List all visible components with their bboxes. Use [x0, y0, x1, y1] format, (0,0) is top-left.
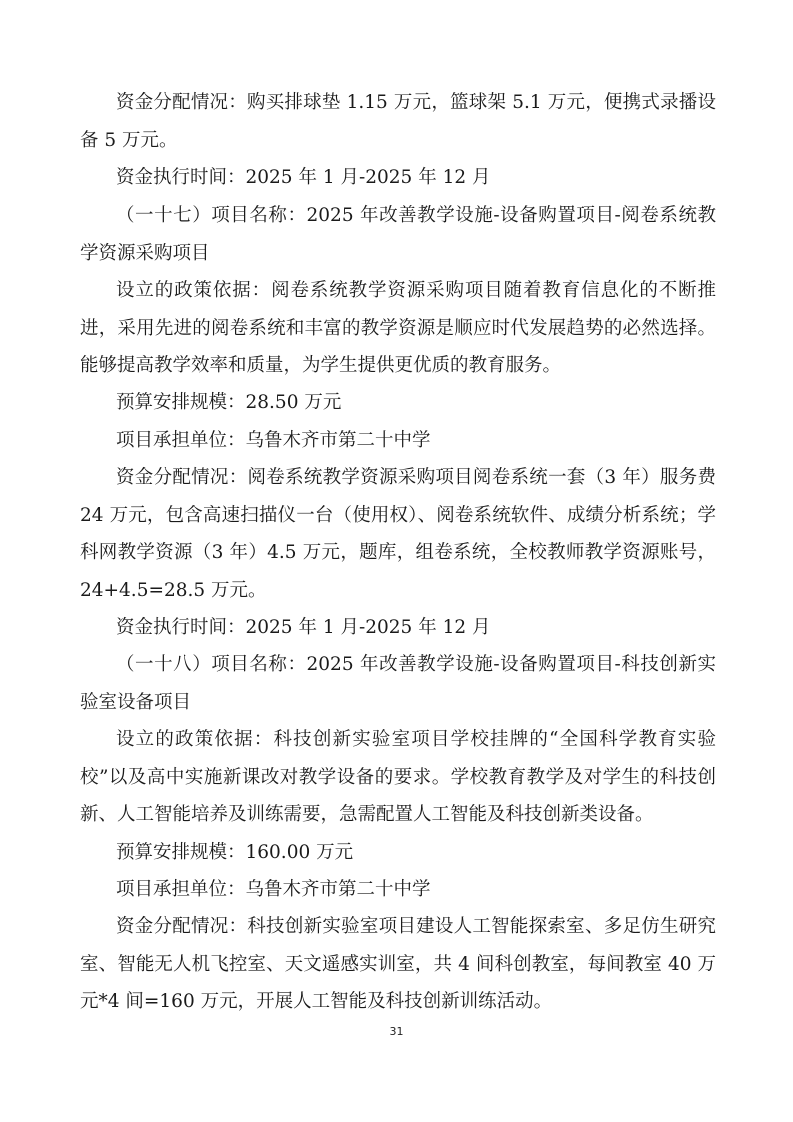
paragraph-project-18-budget: 预算安排规模：160.00 万元	[116, 842, 354, 863]
paragraph-execution-time-1: 资金执行时间：2025 年 1 月-2025 年 12 月	[116, 167, 491, 188]
paragraph-project-17-budget: 预算安排规模：28.50 万元	[116, 392, 342, 413]
paragraph-project-18-unit: 项目承担单位：乌鲁木齐市第二十中学	[116, 879, 431, 900]
paragraph-project-18-title: （一十八）项目名称：2025 年改善教学设施-设备购置项目-科技创新实验室设备项目	[80, 654, 716, 713]
paragraph-fund-allocation-sports: 资金分配情况：购买排球垫 1.15 万元，篮球架 5.1 万元，便携式录播设备 5 万元。	[80, 92, 716, 151]
paragraph-execution-time-2: 资金执行时间：2025 年 1 月-2025 年 12 月	[116, 617, 491, 638]
page-number: 31	[389, 1025, 404, 1038]
paragraph-project-18-policy: 设立的政策依据：科技创新实验室项目学校挂牌的“全国科学教育实验校”以及高中实施新课改对教学设备的要求。学校教育教学及对学生的科技创新、人工智能培养及训练需要，急需配置人工智能及科技创新类设备。	[80, 729, 716, 825]
paragraph-project-17-allocation: 资金分配情况：阅卷系统教学资源采购项目阅卷系统一套（3 年）服务费 24 万元，包含高速扫描仪一台（使用权）、阅卷系统软件、成绩分析系统；学科网教学资源（3 年）4.5 万元，题库，组卷系统，全校教师教学资源账号，24+4.5=28.5 万元。	[80, 467, 716, 601]
paragraph-project-17-title: （一十七）项目名称：2025 年改善教学设施-设备购置项目-阅卷系统教学资源采购项目	[80, 205, 716, 264]
paragraph-project-17-unit: 项目承担单位：乌鲁木齐市第二十中学	[116, 430, 431, 451]
paragraph-project-17-policy: 设立的政策依据：阅卷系统教学资源采购项目随着教育信息化的不断推进，采用先进的阅卷系统和丰富的教学资源是顺应时代发展趋势的必然选择。能够提高教学效率和质量，为学生提供更优质的教育服务。	[80, 280, 716, 376]
paragraph-project-18-allocation: 资金分配情况：科技创新实验室项目建设人工智能探索室、多足仿生研究室、智能无人机飞控室、天文遥感实训室，共 4 间科创教室，每间教室 40 万元*4 间=160 万元，开展人工智能及科技创新训练活动。	[80, 916, 716, 1012]
